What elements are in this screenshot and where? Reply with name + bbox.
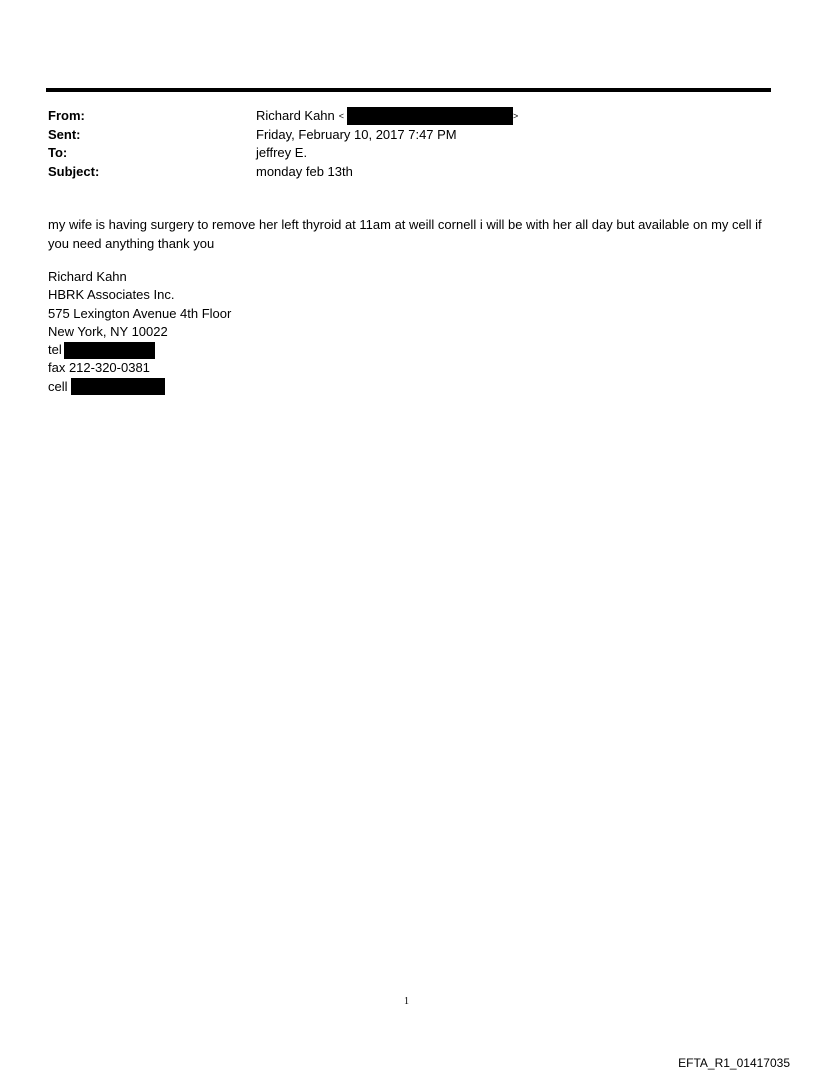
cell-label: cell <box>48 378 68 394</box>
subject-value: monday feb 13th <box>256 163 353 179</box>
from-row <box>48 107 518 126</box>
header-divider <box>46 88 771 92</box>
redacted-tel <box>64 342 155 359</box>
signature-cell <box>48 378 231 396</box>
signature-address-line2: New York, NY 10022 <box>48 323 168 339</box>
from-label: From: <box>48 108 85 123</box>
signature-fax: fax 212-320-0381 <box>48 360 150 376</box>
from-value <box>256 107 518 126</box>
signature-company: HBRK Associates Inc. <box>48 287 175 303</box>
email-signature <box>48 268 231 396</box>
sent-row <box>48 126 518 145</box>
page-number: 1 <box>404 996 409 1007</box>
signature-name: Richard Kahn <box>48 269 127 284</box>
to-label: To: <box>48 145 68 160</box>
document-id: EFTA_R1_01417035 <box>678 1056 790 1070</box>
redacted-email <box>347 107 513 125</box>
tel-label: tel <box>48 342 62 358</box>
sender-name: Richard Kahn <box>256 108 335 123</box>
redacted-cell <box>71 378 165 395</box>
email-header <box>48 107 518 181</box>
email-body: my wife is having surgery to remove her left thyroid at 11am at weill cornell i will be with her all day but available on my cell if you need anything thank you <box>48 217 762 251</box>
signature-address-line1: 575 Lexington Avenue 4th Floor <box>48 305 232 321</box>
signature-tel <box>48 341 231 359</box>
to-row <box>48 144 518 163</box>
subject-row <box>48 163 518 182</box>
sent-value: Friday, February 10, 2017 7:47 PM <box>256 126 457 142</box>
subject-label: Subject: <box>48 163 100 179</box>
email-bracket-open: < <box>338 111 345 121</box>
email-bracket-close: > <box>513 111 519 121</box>
sent-label: Sent: <box>48 126 81 142</box>
to-value: jeffrey E. <box>256 145 308 160</box>
